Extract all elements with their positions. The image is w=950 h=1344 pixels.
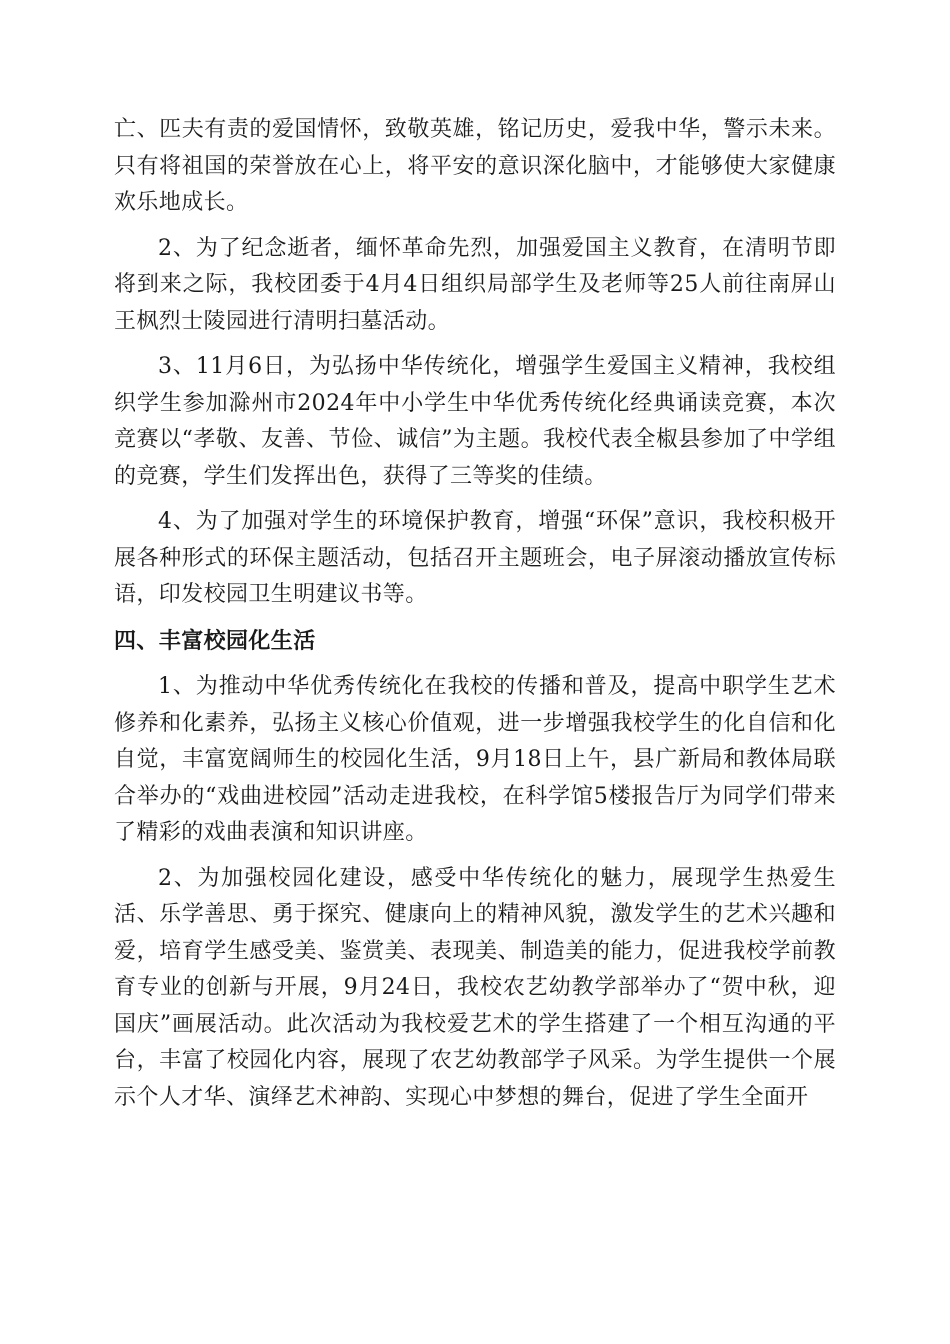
paragraph-item-2: 2、为了纪念逝者，缅怀革命先烈，加强爱国主义教育，在清明节即将到来之际，我校团委于4月4日组织局部学生及老师等25人前往南屏山王枫烈士陵园进行清明扫墓活动。: [114, 235, 836, 334]
paragraph-section4-item-2: 2、为加强校园化建设，感受中华传统化的魅力，展现学生热爱生活、乐学善思、勇于探究、健康向上的精神风貌，激发学生的艺术兴趣和爱，培育学生感受美、鉴赏美、表现美、制造美的能力，促进我校学前教育专业的创新与开展，9月24日，我校农艺幼教学部举办了“贺中秋，迎国庆”画展活动。此次活动为我校爱艺术的学生搭建了一个相互沟通的平台，丰富了校园化内容，展现了农艺幼教部学子风采。为学生提供一个展示个人才华、演绎艺术神韵、实现心中梦想的舞台，促进了学生全面开: [114, 865, 836, 1110]
section-heading: 四、丰富校园化生活: [114, 628, 316, 654]
document-page: [114, 112, 836, 1116]
paragraph-section4-item-1: 1、为推动中华优秀传统化在我校的传播和普及，提高中职学生艺术修养和化素养，弘扬主义核心价值观，进一步增强我校学生的化自信和化自觉，丰富宽阔师生的校园化生活，9月18日上午，县广新局和教体局联合举办的“戏曲进校园”活动走进我校，在科学馆5楼报告厅为同学们带来了精彩的戏曲表演和知识讲座。: [114, 674, 836, 845]
paragraph-continued: 亡、匹夫有责的爱国情怀，致敬英雄，铭记历史，爱我中华，警示未来。只有将祖国的荣誉放在心上，将平安的意识深化脑中，才能够使大家健康欢乐地成长。: [114, 117, 836, 215]
paragraph-item-3: 3、11月6日，为弘扬中华传统化，增强学生爱国主义精神，我校组织学生参加滁州市2024年中小学生中华优秀传统化经典诵读竞赛，本次竞赛以“孝敬、友善、节俭、诚信”为主题。我校代表全椒县参加了中学组的竞赛，学生们发挥出色，获得了三等奖的佳绩。: [114, 354, 836, 489]
paragraph-item-4: 4、为了加强对学生的环境保护教育，增强“环保”意识，我校积极开展各种形式的环保主题活动，包括召开主题班会，电子屏滚动播放宣传标语，印发校园卫生明建议书等。: [114, 509, 836, 607]
